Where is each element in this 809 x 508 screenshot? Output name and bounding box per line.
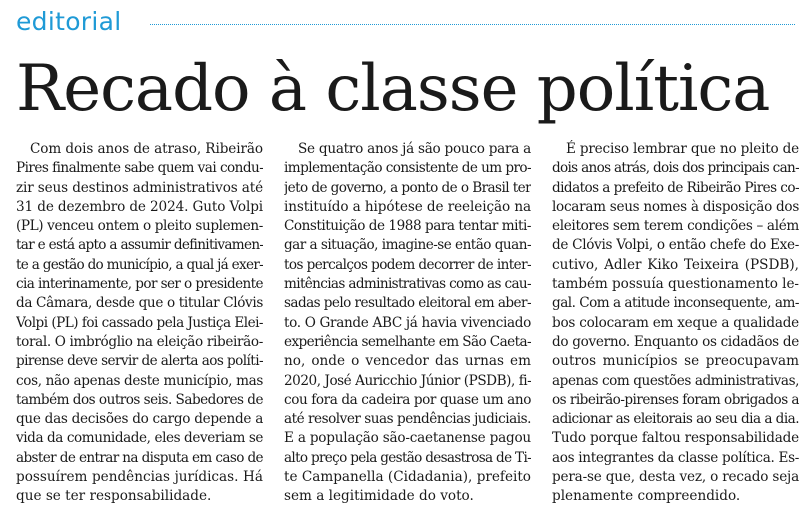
text-line: locaram seus nomes à disposição dos [552,198,799,215]
text-line: cia interinamente, por ser o presidente [16,276,263,293]
text-line: gar a situação, imagine-se então quan- [284,237,531,254]
text-line: Tudo porque faltou responsabilidade [552,430,799,447]
text-line: pera-se que, desta vez, o recado seja [552,469,799,486]
text-line: 2020, José Auricchio Júnior (PSDB), fi- [284,372,531,389]
text-line: cos, não apenas deste município, mas [16,372,263,389]
text-line: pirense deve servir de alerta aos políti- [16,353,263,370]
text-line: implementação consistente de um pro- [284,160,531,177]
text-line: eleitores sem terem condições – além [552,218,799,235]
text-line: de Clóvis Volpi, o então chefe do Exe- [552,237,799,254]
text-line: tos percalços podem decorrer de inter- [284,256,531,273]
text-line: da Câmara, desde que o titular Clóvis [16,295,263,312]
text-line: possuírem pendências jurídicas. Há [16,469,263,486]
text-line: toral. O imbróglio na eleição ribeirão- [16,333,263,350]
text-line: também dos outros seis. Sabedores de [16,391,263,408]
text-line: zir seus destinos administrativos até [16,179,263,196]
text-line: dois anos atrás, dois dos principais can- [552,160,799,177]
text-line: cou fora da cadeira por quase um ano [284,391,531,408]
text-line: até resolver suas pendências judiciais. [284,411,531,428]
text-line: do governo. Enquanto os cidadãos de [552,333,799,350]
text-line: cutivo, Adler Kiko Teixeira (PSDB), [552,256,799,273]
text-line: bos colocaram em xeque a qualidade [552,314,799,331]
text-line: 31 de dezembro de 2024. Guto Volpi [16,198,263,215]
text-line: sadas pelo resultado eleitoral em aber- [284,295,531,312]
text-line: É preciso lembrar que no pleito de [566,141,799,157]
text-line: no, onde o vencedor das urnas em [284,353,531,370]
text-line: que das decisões do cargo depende a [16,411,263,428]
text-line: Se quatro anos já são pouco para a [298,141,531,157]
text-line: E a população são-caetanense pagou [284,430,531,447]
text-line: Com dois anos de atraso, Ribeirão [30,141,263,157]
text-line: gal. Com a atitude inconsequente, am- [552,295,799,312]
section-rule [150,24,795,25]
text-line: didatos a prefeito de Ribeirão Pires co- [552,179,799,196]
text-line: te Campanella (Cidadania), prefeito [284,469,531,486]
article-column-1 [16,140,263,507]
text-line: Volpi (PL) foi cassado pela Justiça Elei- [16,314,263,331]
headline: Recado à classe política [16,52,770,126]
text-line: mitências administrativas como as cau- [284,276,531,293]
text-line: te a gestão do município, a qual já exer- [16,256,263,273]
text-line: jeto de governo, a ponto de o Brasil ter [284,179,531,196]
section-label: editorial [16,7,122,36]
text-line: Pires finalmente sabe quem vai condu- [16,160,263,177]
text-line: experiência semelhante em São Caeta- [284,333,531,350]
article-column-2 [284,140,531,507]
text-line: vida da comunidade, eles deveriam se [16,430,263,447]
text-line: plenamente compreendido. [552,488,741,505]
text-line: que se ter responsabilidade. [16,488,212,505]
text-line: aos integrantes da classe política. Es- [552,449,799,466]
text-line: adicionar as eleitorais ao seu dia a dia. [552,411,799,428]
article-column-3 [552,140,799,507]
text-line: tar e está apto a assumir definitivamen- [16,237,263,254]
text-line: outros municípios se preocupavam [552,353,799,370]
text-line: também possuía questionamento le- [552,276,799,293]
text-line: (PL) venceu ontem o pleito suplemen- [16,218,263,235]
text-line: Constituição de 1988 para tentar miti- [284,218,531,235]
text-line: alto preço pela gestão desastrosa de Ti- [284,449,531,466]
text-line: to. O Grande ABC já havia vivenciado [284,314,531,331]
text-line: instituído a hipótese de reeleição na [284,198,531,215]
text-line: os ribeirão-pirenses foram obrigados a [552,391,799,408]
text-line: apenas com questões administrativas, [552,372,799,389]
text-line: abster de entrar na disputa em caso de [16,449,263,466]
text-line: sem a legitimidade do voto. [284,488,474,505]
